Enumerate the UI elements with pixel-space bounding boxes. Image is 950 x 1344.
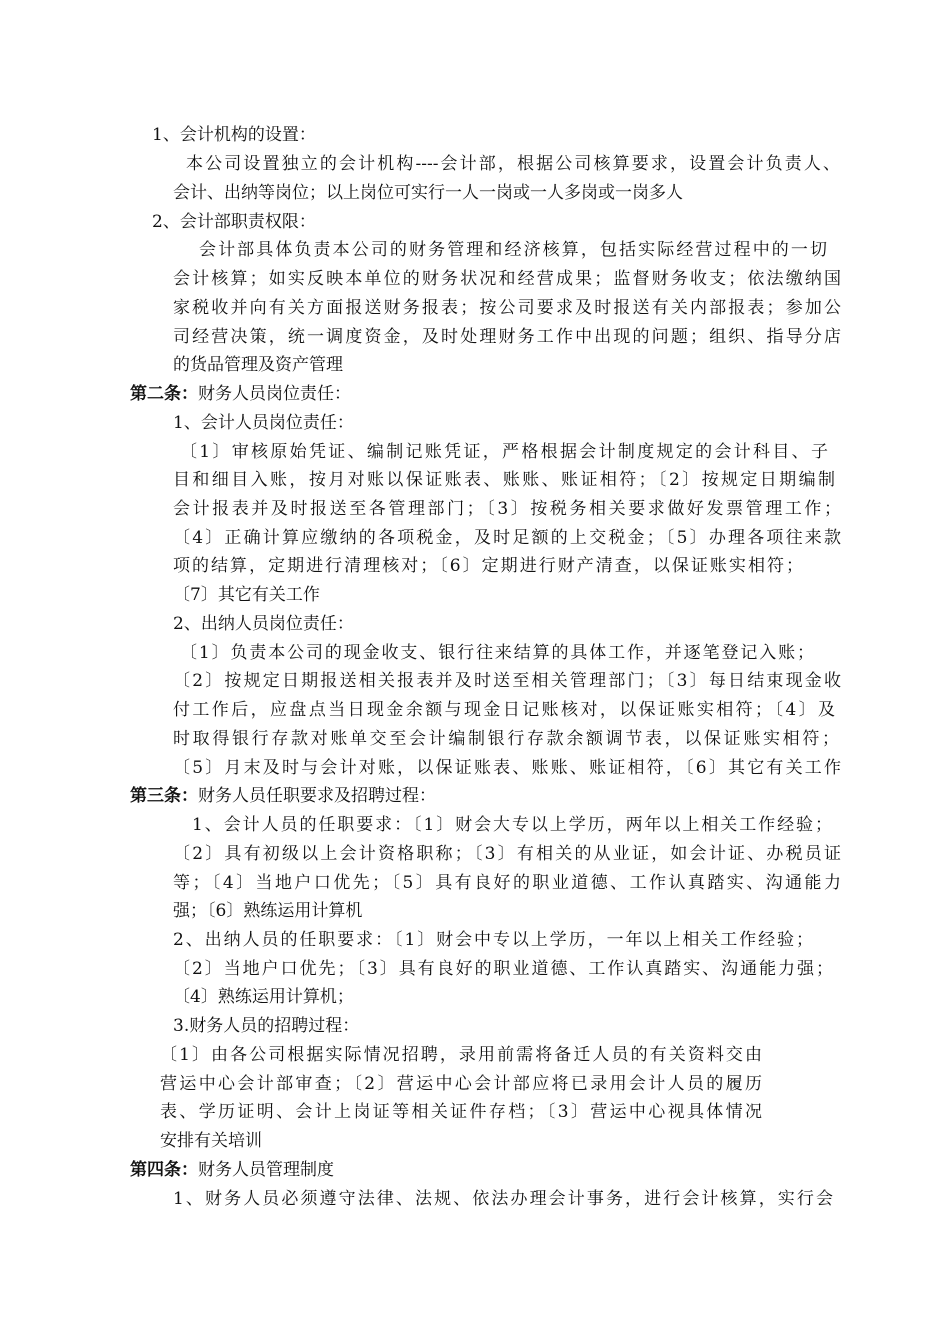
article-label: 第三条： [130, 786, 198, 806]
article-heading [130, 785, 436, 807]
paragraph-line: 〔2〕当地户口优先；〔3〕具有良好的职业道德、工作认真踏实、沟通能力强； [173, 959, 833, 979]
paragraph-line: 1、会计人员的任职要求：〔1〕财会大专以上学历，两年以上相关工作经验； [192, 815, 832, 835]
paragraph-line: 会计核算；如实反映本单位的财务状况和经营成果；监督财务收支；依法缴纳国 [173, 269, 841, 289]
section-heading-1: 1、会计机构的设置： [152, 125, 316, 145]
paragraph-line: 〔7〕其它有关工作 [173, 585, 320, 605]
paragraph-line: 本公司设置独立的会计机构----会计部，根据公司核算要求，设置会计负责人、 [186, 154, 840, 174]
paragraph-line: 强；〔6〕熟练运用计算机 [173, 901, 363, 921]
article-heading [130, 1159, 334, 1181]
paragraph-line: 会计部具体负责本公司的财务管理和经济核算，包括实际经营过程中的一切 [199, 240, 827, 260]
paragraph-line: 〔1〕审核原始凭证、编制记账凭证，严格根据会计制度规定的会计科目、子 [180, 442, 828, 462]
section-heading-2: 2、会计部职责权限： [152, 212, 316, 232]
paragraph-line: 〔4〕熟练运用计算机； [173, 987, 354, 1007]
paragraph-line: 〔4〕正确计算应缴纳的各项税金，及时足额的上交税金；〔5〕办理各项往来款 [173, 528, 841, 548]
paragraph-line: 〔2〕按规定日期报送相关报表并及时送至相关管理部门；〔3〕每日结束现金收 [173, 671, 841, 691]
paragraph-line: 〔1〕负责本公司的现金收支、银行往来结算的具体工作，并逐笔登记入账； [180, 643, 814, 663]
paragraph-line: 等；〔4〕当地户口优先；〔5〕具有良好的职业道德、工作认真踏实、沟通能力 [173, 873, 841, 893]
article-title: 财务人员管理制度 [198, 1160, 334, 1180]
paragraph-line: 项的结算，定期进行清理核对；〔6〕定期进行财产清查，以保证账实相符； [173, 556, 803, 576]
paragraph-line: 的货品管理及资产管理 [173, 355, 343, 375]
paragraph-line: 表、学历证明、会计上岗证等相关证件存档；〔3〕营运中心视具体情况 [160, 1102, 762, 1122]
paragraph-line: 安排有关培训 [160, 1131, 262, 1151]
paragraph-line: 1、财务人员必须遵守法律、法规、依法办理会计事务，进行会计核算，实行会 [173, 1189, 833, 1209]
article-heading [130, 383, 351, 405]
article-title: 财务人员岗位责任： [198, 384, 351, 404]
paragraph-line: 〔5〕月末及时与会计对账，以保证账表、账账、账证相符，〔6〕其它有关工作 [173, 758, 841, 778]
article-title: 财务人员任职要求及招聘过程： [198, 786, 436, 806]
article-label: 第四条： [130, 1160, 198, 1180]
paragraph-line: 2、出纳人员的任职要求：〔1〕财会中专以上学历，一年以上相关工作经验； [173, 930, 813, 950]
paragraph-line: 家税收并向有关方面报送财务报表；按公司要求及时报送有关内部报表；参加公 [173, 298, 841, 318]
paragraph-line: 〔2〕具有初级以上会计资格职称；〔3〕有相关的从业证，如会计证、办税员证 [173, 844, 841, 864]
paragraph-line: 付工作后，应盘点当日现金余额与现金日记账核对，以保证账实相符；〔4〕及 [173, 700, 835, 720]
paragraph-line: 营运中心会计部审查；〔2〕营运中心会计部应将已录用会计人员的履历 [160, 1074, 762, 1094]
paragraph-line: 目和细目入账，按月对账以保证账表、账账、账证相符；〔2〕按规定日期编制 [173, 470, 835, 490]
paragraph-line: 时取得银行存款对账单交至会计编制银行存款余额调节表，以保证账实相符； [173, 729, 839, 749]
paragraph-line: 〔1〕由各公司根据实际情况招聘，录用前需将备迁人员的有关资料交由 [160, 1045, 762, 1065]
paragraph-line: 司经营决策，统一调度资金，及时处理财务工作中出现的问题；组织、指导分店 [173, 327, 841, 347]
paragraph-line: 会计报表并及时报送至各管理部门；〔3〕按税务相关要求做好发票管理工作； [173, 499, 841, 519]
article-label: 第二条： [130, 384, 198, 404]
subsection-heading: 3.财务人员的招聘过程： [173, 1016, 360, 1036]
subsection-heading: 2、出纳人员岗位责任： [173, 614, 354, 634]
subsection-heading: 1、会计人员岗位责任： [173, 413, 354, 433]
paragraph-line: 会计、出纳等岗位；以上岗位可实行一人一岗或一人多岗或一岗多人 [173, 183, 683, 203]
